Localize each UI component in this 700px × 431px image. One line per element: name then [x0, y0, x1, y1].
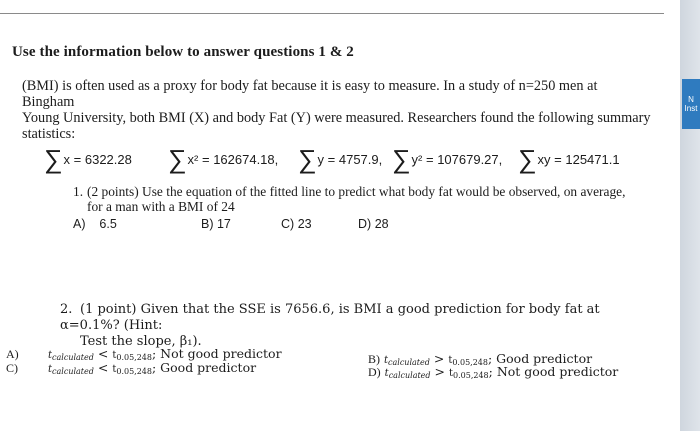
sigma-symbol: ∑	[518, 144, 537, 174]
side-tab-text: N	[688, 95, 694, 104]
question-2	[60, 302, 660, 350]
sum-y-squared: ∑y² = 107679.27,	[392, 144, 503, 174]
q1-option-d[interactable]: D) 28	[358, 217, 389, 231]
sigma-symbol: ∑	[168, 144, 187, 174]
sum-xy: ∑xy = 125471.1	[518, 144, 620, 174]
question-1	[73, 184, 673, 214]
summary-statistics	[44, 140, 644, 174]
question-2-text-line-1: (1 point) Given that the SSE is 7656.6, is BMI a good prediction for body fat at α=0.1%? (Hint:	[60, 302, 600, 333]
intro-line-3: statistics:	[22, 126, 76, 142]
q2-option-a[interactable]: A) $t_{calculated} < t_{0.05,248}$; Not good predictor	[6, 346, 282, 362]
question-1-text-line-2: for a man with a BMI of 24	[87, 199, 235, 214]
top-divider	[0, 13, 664, 14]
sigma-symbol: ∑	[44, 144, 63, 174]
q1-option-c[interactable]: C) 23	[281, 217, 312, 231]
intro-line-2: Young University, both BMI (X) and body Fat (Y) were measured. Researchers found the following summary	[22, 110, 651, 126]
window-edge-strip	[680, 0, 700, 431]
q1-option-a[interactable]: A) 6.5	[73, 217, 117, 231]
question-2-number: 2.	[60, 302, 73, 317]
question-2-text-line-2: Test the slope, β₁).	[80, 334, 202, 349]
question-1-text-line-1: (2 points) Use the equation of the fitted line to predict what body fat would be observed, on average,	[87, 184, 626, 199]
intro-paragraph	[22, 78, 652, 142]
page-heading: Use the information below to answer questions 1 & 2	[12, 44, 354, 60]
question-1-number: 1.	[73, 184, 84, 199]
sum-y: ∑y = 4757.9,	[298, 144, 383, 174]
side-tab-subtext: Inst	[684, 104, 698, 113]
intro-line-1: (BMI) is often used as a proxy for body fat because it is easy to measure. In a study of n=250 men at Bingham	[22, 78, 598, 110]
q1-option-b[interactable]: B) 17	[201, 217, 231, 231]
side-tab[interactable]	[682, 79, 700, 129]
sigma-symbol: ∑	[298, 144, 317, 174]
q2-option-b[interactable]: B) $t_{calculated} > t_{0.05,248}$; Good predictor	[368, 351, 593, 367]
q2-option-c[interactable]: C) $t_{calculated} < t_{0.05,248}$; Good predictor	[6, 360, 257, 376]
sum-x: ∑x = 6322.28	[44, 144, 132, 174]
q2-option-d[interactable]: D) $t_{calculated} > t_{0.05,248}$; Not good predictor	[368, 364, 619, 380]
sigma-symbol: ∑	[392, 144, 411, 174]
sum-x-squared: ∑x² = 162674.18,	[168, 144, 279, 174]
